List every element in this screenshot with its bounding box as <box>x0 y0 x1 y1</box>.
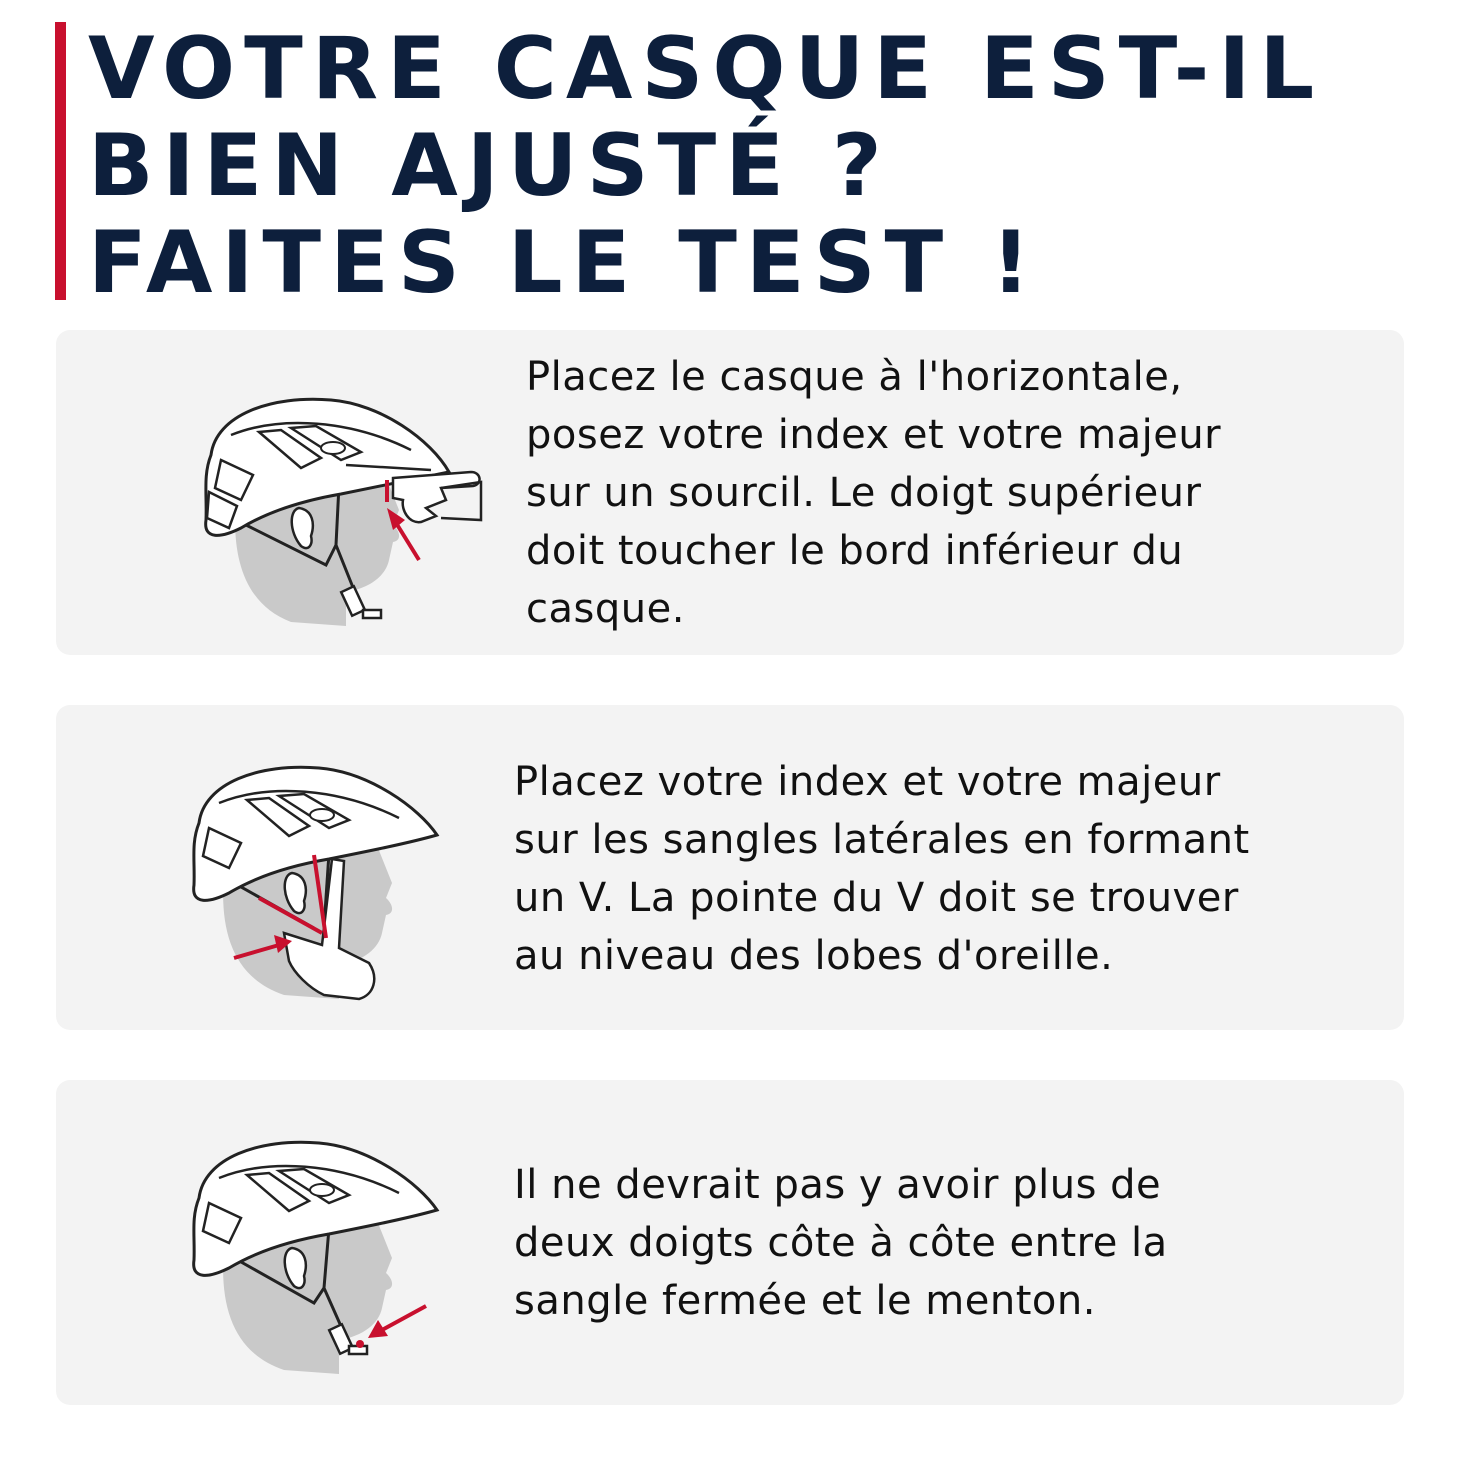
helmet-logo-badge <box>310 809 334 821</box>
title-line-2: BIEN AJUSTÉ ? <box>88 116 891 216</box>
step-3-text: Il ne devrait pas y avoir plus de deux doigts côte à côte entre la sangle fermée et le menton. <box>514 1162 1168 1324</box>
helmet-straps-check-illustration <box>164 733 494 1003</box>
step-card-eyebrow <box>56 330 1404 655</box>
step-card-straps <box>56 705 1404 1030</box>
red-arrow-icon <box>382 1306 426 1330</box>
hand-icon <box>393 472 480 522</box>
step-card-chin <box>56 1080 1404 1405</box>
helmet-chin-check-illustration <box>164 1108 494 1378</box>
title-line-1: VOTRE CASQUE EST-IL <box>88 19 1324 119</box>
helmet-logo-badge <box>310 1184 334 1196</box>
helmet-eyebrow-check-illustration <box>141 360 531 630</box>
helmet-logo-badge <box>321 442 345 454</box>
title-line-3: FAITES LE TEST ! <box>88 213 1040 313</box>
step-1-text: Placez le casque à l'horizontale, posez votre index et votre majeur sur un sourcil. Le doigt supérieur doit toucher le bord inférieur du casque. <box>526 354 1222 632</box>
title-block <box>55 19 1324 313</box>
step-2-text: Placez votre index et votre majeur sur les sangles latérales en formant un V. La pointe du V doit se trouver au niveau des lobes d'oreille. <box>514 759 1250 979</box>
